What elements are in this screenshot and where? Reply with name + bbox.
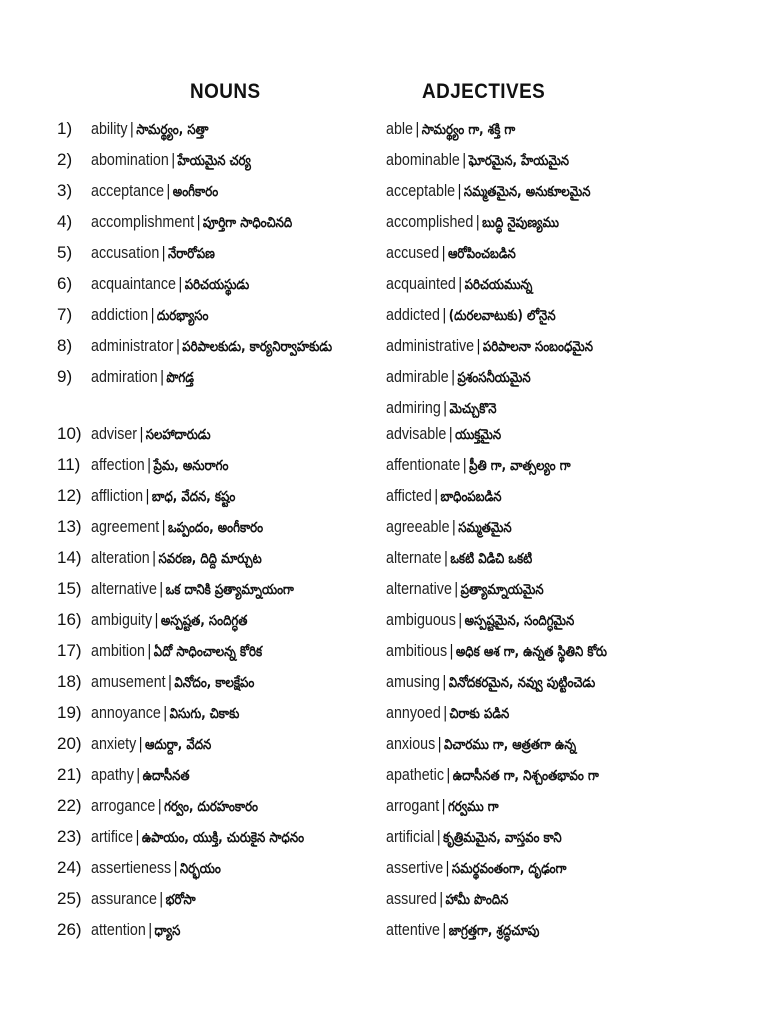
separator: |: [145, 486, 150, 505]
separator: |: [446, 765, 451, 784]
separator: |: [152, 548, 156, 567]
row-number: 16): [57, 610, 82, 629]
adjective-english: afficted: [386, 486, 432, 505]
separator: |: [157, 796, 162, 815]
separator: |: [147, 455, 151, 474]
noun-english: addiction: [91, 305, 149, 324]
word-row: [0, 210, 768, 241]
noun-english: assertieness: [91, 858, 172, 877]
noun-english: agreement: [91, 517, 160, 536]
adjective-english: agreeable: [386, 517, 450, 536]
adjective-english: assertive: [386, 858, 444, 877]
word-row: [0, 856, 768, 887]
row-number: 3): [57, 181, 73, 200]
row-number: 22): [57, 796, 82, 815]
word-row: [0, 422, 768, 453]
adjective-entry: [386, 641, 607, 663]
adjective-telugu: బుద్ధి నైపుణ్యము: [482, 215, 559, 231]
adjectives-header: ADJECTIVES: [422, 80, 546, 103]
noun-english: ambition: [91, 641, 145, 660]
word-row: [0, 546, 768, 577]
noun-entry: [91, 889, 196, 911]
adjective-telugu: సమ్మతమైన, అనుకూలమైన: [463, 184, 591, 200]
adjective-entry: [386, 367, 531, 389]
noun-entry: [91, 827, 304, 849]
adjective-entry: [386, 703, 509, 725]
adjective-entry: [386, 672, 595, 694]
noun-english: ability: [91, 119, 128, 138]
noun-entry: [91, 305, 208, 327]
separator: |: [451, 367, 455, 386]
adjective-telugu: ప్రత్యామ్నాయమైన: [460, 582, 544, 598]
noun-entry: [91, 486, 235, 508]
noun-english: affection: [91, 455, 145, 474]
adjective-entry: [386, 920, 539, 942]
word-row: [0, 396, 768, 422]
word-row: [0, 303, 768, 334]
word-row: [0, 272, 768, 303]
adjective-telugu: పరిపాలనా సంబంధమైన: [482, 339, 593, 355]
adjective-entry: [386, 486, 502, 508]
noun-telugu: ఉదాసీనత: [142, 768, 190, 784]
adjective-english: affentionate: [386, 455, 461, 474]
separator: |: [135, 827, 140, 846]
separator: |: [138, 734, 143, 753]
noun-telugu: సామర్థ్యం, సత్తా: [136, 122, 209, 138]
adjective-telugu: బాధింపబడిన: [440, 489, 502, 505]
separator: |: [166, 181, 171, 200]
row-number: 2): [57, 150, 73, 169]
word-row: [0, 639, 768, 670]
noun-telugu: ప్రేమ, అనురాగం: [153, 458, 229, 474]
noun-telugu: ఉపాయం, యుక్తి, చురుకైన సాధనం: [141, 830, 305, 846]
adjective-english: alternative: [386, 579, 452, 598]
word-row: [0, 608, 768, 639]
adjective-telugu: అధిక ఆశ గా, ఉన్నత స్థితిని కోరు: [455, 644, 608, 660]
adjective-entry: [386, 889, 508, 911]
word-row: [0, 515, 768, 546]
noun-english: amusement: [91, 672, 166, 691]
noun-telugu: గర్వం, దురహంకారం: [164, 799, 259, 815]
separator: |: [130, 119, 134, 138]
row-number: 6): [57, 274, 73, 293]
adjective-entry: [386, 150, 569, 172]
separator: |: [176, 336, 180, 355]
nouns-header: NOUNS: [190, 80, 261, 103]
adjective-telugu: యుక్తమైన: [455, 427, 502, 443]
row-number: 25): [57, 889, 82, 908]
adjective-entry: [386, 517, 512, 539]
separator: |: [147, 641, 152, 660]
separator: |: [168, 672, 172, 691]
adjective-telugu: విచారము గా, ఆత్రతగా ఉన్న: [443, 737, 577, 753]
adjective-english: admiring: [386, 398, 441, 417]
separator: |: [436, 827, 441, 846]
adjective-entry: [386, 424, 501, 446]
noun-entry: [91, 424, 211, 446]
separator: |: [136, 765, 141, 784]
adjective-english: artificial: [386, 827, 435, 846]
row-number: 11): [57, 455, 81, 474]
noun-entry: [91, 796, 258, 818]
row-number: 21): [57, 765, 82, 784]
adjective-entry: [386, 548, 532, 570]
adjective-english: accused: [386, 243, 440, 262]
row-number: 24): [57, 858, 82, 877]
noun-telugu: వినోదం, కాలక్షేపం: [174, 675, 255, 691]
noun-entry: [91, 455, 228, 477]
row-number: 19): [57, 703, 82, 722]
adjective-english: acquainted: [386, 274, 456, 293]
word-row: [0, 918, 768, 949]
row-number: 5): [57, 243, 73, 262]
row-number: 10): [57, 424, 82, 443]
word-row: [0, 179, 768, 210]
noun-entry: [91, 610, 247, 632]
word-row: [0, 484, 768, 515]
noun-entry: [91, 367, 194, 389]
adjective-entry: [386, 119, 515, 141]
noun-entry: [91, 920, 180, 942]
word-row: [0, 794, 768, 825]
word-row: [0, 453, 768, 484]
noun-entry: [91, 672, 254, 694]
noun-entry: [91, 703, 239, 725]
adjective-entry: [386, 455, 571, 477]
word-row: [0, 701, 768, 732]
adjective-telugu: వినోదకరమైన, నవ్వు పుట్టించెడు: [448, 675, 596, 691]
noun-english: assurance: [91, 889, 157, 908]
noun-entry: [91, 243, 215, 265]
row-number: 17): [57, 641, 82, 660]
separator: |: [458, 274, 463, 293]
noun-entry: [91, 641, 262, 663]
noun-english: accomplishment: [91, 212, 195, 231]
adjective-entry: [386, 610, 574, 632]
separator: |: [476, 336, 481, 355]
noun-telugu: అస్పష్టత, సందిగ్ధత: [160, 613, 248, 629]
word-row: [0, 148, 768, 179]
separator: |: [443, 703, 448, 722]
adjective-entry: [386, 181, 590, 203]
word-row: [0, 670, 768, 701]
separator: |: [449, 641, 454, 660]
separator: |: [452, 517, 456, 536]
noun-telugu: ధ్యాస: [154, 923, 181, 939]
noun-english: abomination: [91, 150, 169, 169]
noun-entry: [91, 548, 262, 570]
adjective-english: assured: [386, 889, 437, 908]
adjective-english: advisable: [386, 424, 447, 443]
separator: |: [448, 424, 453, 443]
separator: |: [148, 920, 153, 939]
separator: |: [445, 858, 450, 877]
word-row: [0, 365, 768, 396]
separator: |: [159, 579, 164, 598]
adjective-entry: [386, 796, 499, 818]
adjective-telugu: మెచ్చుకొనె: [449, 401, 497, 417]
noun-entry: [91, 579, 294, 601]
noun-english: alternative: [91, 579, 157, 598]
noun-entry: [91, 336, 332, 358]
noun-telugu: సలహాదారుడు: [145, 427, 211, 443]
separator: |: [462, 455, 467, 474]
noun-telugu: నిర్భయం: [179, 861, 221, 877]
adjective-english: amusing: [386, 672, 440, 691]
row-number: 23): [57, 827, 82, 846]
separator: |: [161, 243, 166, 262]
separator: |: [163, 703, 168, 722]
adjective-entry: [386, 305, 556, 327]
noun-telugu: సవరణ, దిద్ది మార్చుట: [158, 551, 262, 567]
adjective-entry: [386, 765, 599, 787]
adjective-entry: [386, 827, 562, 849]
word-row: [0, 117, 768, 148]
adjective-english: apathetic: [386, 765, 444, 784]
adjective-english: administrative: [386, 336, 475, 355]
noun-entry: [91, 858, 221, 880]
separator: |: [196, 212, 201, 231]
separator: |: [442, 920, 447, 939]
adjective-telugu: సమర్థవంతంగా, దృఢంగా: [451, 861, 567, 877]
adjective-telugu: ఆరోపించబడిన: [447, 246, 516, 262]
noun-english: acquaintance: [91, 274, 176, 293]
separator: |: [443, 398, 448, 417]
adjective-entry: [386, 734, 576, 756]
noun-english: admiration: [91, 367, 158, 386]
noun-english: acceptance: [91, 181, 165, 200]
separator: |: [442, 305, 447, 324]
noun-english: anxiety: [91, 734, 137, 753]
adjective-telugu: జాగ్రత్తగా, శ్రద్ధచూపు: [448, 923, 540, 939]
row-number: 13): [57, 517, 82, 536]
separator: |: [462, 150, 467, 169]
noun-telugu: దురభ్యాసం: [156, 308, 209, 324]
adjective-entry: [386, 398, 497, 420]
noun-telugu: పొగడ్త: [166, 370, 194, 386]
adjective-telugu: ఒకటి విడిచి ఒకటి: [450, 551, 533, 567]
adjective-telugu: ప్రీతి గా, వాత్సల్యం గా: [469, 458, 571, 474]
noun-entry: [91, 150, 251, 172]
adjective-entry: [386, 858, 566, 880]
noun-entry: [91, 517, 263, 539]
adjective-english: able: [386, 119, 413, 138]
noun-entry: [91, 765, 190, 787]
noun-english: adviser: [91, 424, 138, 443]
row-number: 12): [57, 486, 82, 505]
noun-entry: [91, 274, 249, 296]
row-number: 18): [57, 672, 82, 691]
adjective-english: admirable: [386, 367, 449, 386]
word-row: [0, 577, 768, 608]
noun-entry: [91, 212, 292, 234]
noun-english: administrator: [91, 336, 174, 355]
separator: |: [161, 517, 166, 536]
word-row: [0, 763, 768, 794]
row-number: 20): [57, 734, 82, 753]
adjective-telugu: పరిచయమున్న: [464, 277, 533, 293]
separator: |: [444, 548, 448, 567]
noun-entry: [91, 119, 208, 141]
adjective-english: annyoed: [386, 703, 441, 722]
separator: |: [171, 150, 176, 169]
separator: |: [434, 486, 439, 505]
noun-english: accusation: [91, 243, 160, 262]
separator: |: [439, 889, 444, 908]
adjective-english: accomplished: [386, 212, 474, 231]
adjective-telugu: సామర్థ్యం గా, శక్తి గా: [421, 122, 516, 138]
noun-telugu: పరిపాలకుడు, కార్యనిర్వాహకుడు: [182, 339, 333, 355]
adjective-entry: [386, 274, 532, 296]
noun-english: arrogance: [91, 796, 156, 815]
separator: |: [454, 579, 459, 598]
row-number: 14): [57, 548, 82, 567]
noun-telugu: ఒప్పందం, అంగీకారం: [168, 520, 264, 536]
row-number: 26): [57, 920, 82, 939]
noun-telugu: ఏదో సాధించాలన్న కోరిక: [153, 644, 263, 660]
adjective-english: addicted: [386, 305, 440, 324]
noun-telugu: ఆదుర్దా, వేదన: [145, 737, 212, 753]
noun-telugu: నేరారోపణ: [168, 246, 215, 262]
row-number: 15): [57, 579, 82, 598]
adjective-entry: [386, 212, 559, 234]
row-number: 4): [57, 212, 73, 231]
separator: |: [160, 367, 164, 386]
adjective-telugu: ఉదాసీనత గా, నిశ్చంతభావం గా: [452, 768, 599, 784]
noun-telugu: పూర్తిగా సాధించినది: [202, 215, 293, 231]
word-row: [0, 887, 768, 918]
noun-english: alteration: [91, 548, 150, 567]
noun-english: artifice: [91, 827, 134, 846]
noun-english: attention: [91, 920, 146, 939]
separator: |: [173, 858, 178, 877]
row-number: 8): [57, 336, 73, 355]
separator: |: [154, 610, 159, 629]
noun-telugu: బాధ, వేదన, కష్టం: [151, 489, 236, 505]
separator: |: [150, 305, 155, 324]
adjective-english: ambitious: [386, 641, 448, 660]
noun-telugu: ఒక దానికి ప్రత్యామ్నాయంగా: [165, 582, 294, 598]
adjective-entry: [386, 243, 516, 265]
separator: |: [475, 212, 480, 231]
adjective-english: attentive: [386, 920, 440, 939]
adjective-telugu: అస్పష్టమైన, సందిగ్ధమైన: [464, 613, 575, 629]
separator: |: [441, 243, 446, 262]
separator: |: [139, 424, 144, 443]
word-row: [0, 334, 768, 365]
adjective-telugu: (దురలవాటుకు) లోనైన: [448, 308, 556, 324]
separator: |: [415, 119, 420, 138]
noun-telugu: హేయమైన చర్య: [177, 153, 251, 169]
adjective-telugu: ఘోరమైన, హేయమైన: [468, 153, 570, 169]
noun-telugu: అంగీకారం: [172, 184, 219, 200]
adjective-entry: [386, 336, 593, 358]
adjective-english: abominable: [386, 150, 460, 169]
separator: |: [458, 610, 463, 629]
separator: |: [178, 274, 183, 293]
noun-entry: [91, 734, 211, 756]
adjective-english: alternate: [386, 548, 442, 567]
noun-entry: [91, 181, 218, 203]
noun-telugu: విసుగు, చికాకు: [169, 706, 240, 722]
row-number: 9): [57, 367, 73, 386]
noun-english: ambiguity: [91, 610, 153, 629]
word-row: [0, 825, 768, 856]
adjective-english: arrogant: [386, 796, 440, 815]
adjective-entry: [386, 579, 544, 601]
separator: |: [437, 734, 442, 753]
separator: |: [441, 796, 446, 815]
adjective-english: anxious: [386, 734, 436, 753]
word-row: [0, 732, 768, 763]
word-list: [0, 117, 768, 949]
adjective-telugu: కృత్రిమమైన, వాస్తవం కాని: [443, 830, 562, 846]
separator: |: [159, 889, 164, 908]
noun-english: annoyance: [91, 703, 161, 722]
adjective-english: acceptable: [386, 181, 456, 200]
noun-telugu: పరిచయస్థుడు: [184, 277, 250, 293]
noun-english: apathy: [91, 765, 134, 784]
separator: |: [457, 181, 462, 200]
adjective-telugu: హామీ పొందిన: [445, 892, 509, 908]
adjective-telugu: చిరాకు పడిన: [449, 706, 510, 722]
adjective-english: ambiguous: [386, 610, 456, 629]
word-row: [0, 241, 768, 272]
separator: |: [442, 672, 447, 691]
adjective-telugu: సమ్మతమైన: [458, 520, 512, 536]
adjective-telugu: ప్రశంసనీయమైన: [457, 370, 531, 386]
row-number: 1): [57, 119, 73, 138]
row-number: 7): [57, 305, 73, 324]
adjective-telugu: గర్వము గా: [447, 799, 499, 815]
noun-telugu: భరోసా: [165, 892, 196, 908]
noun-english: affliction: [91, 486, 144, 505]
